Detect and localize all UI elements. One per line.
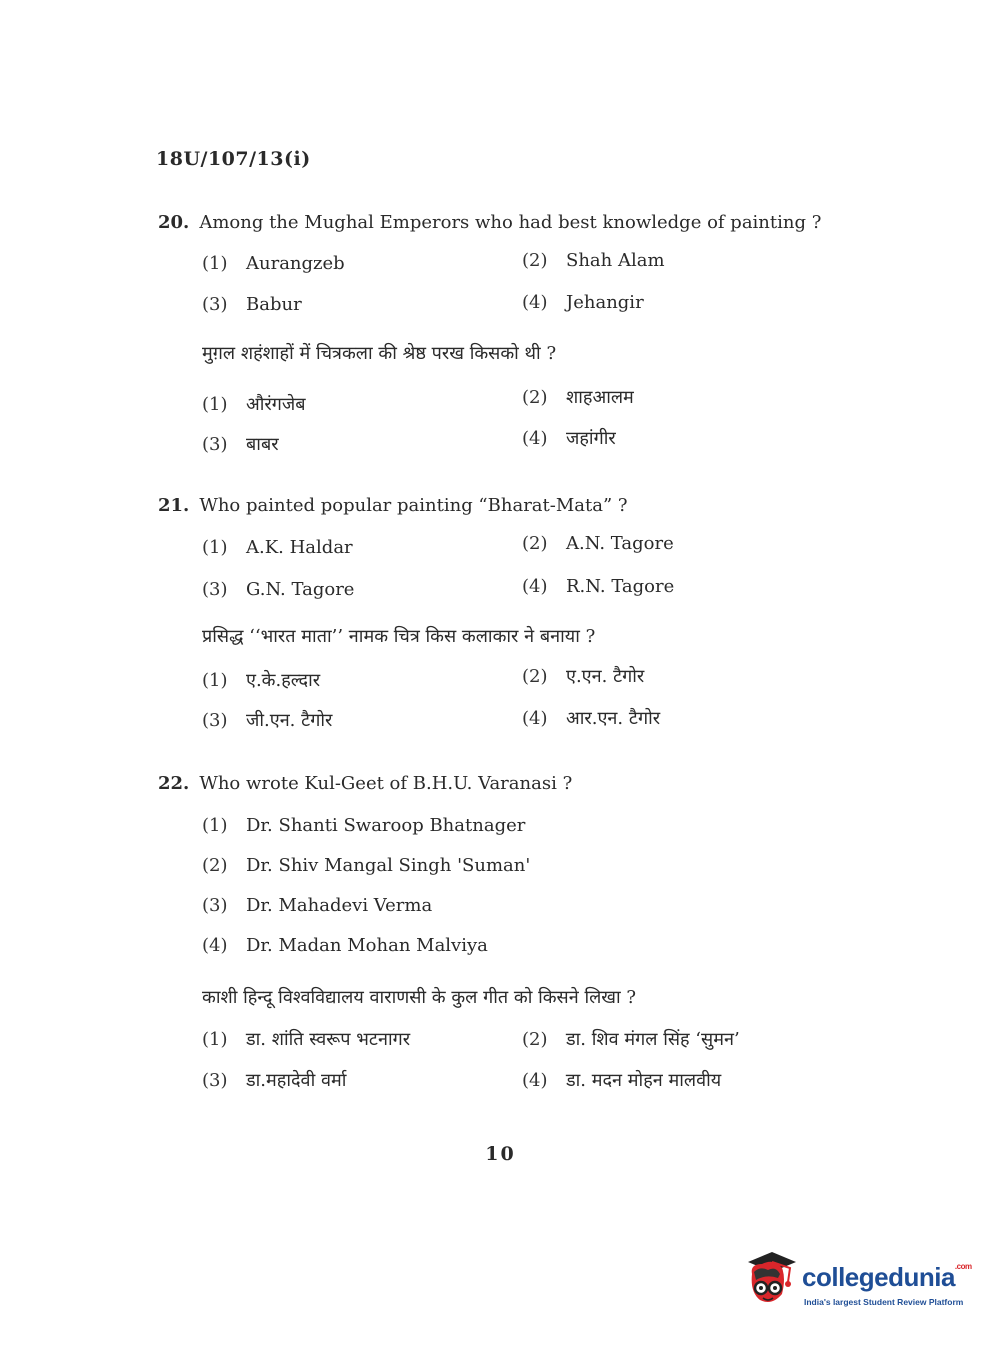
option-1: (1) Dr. Shanti Swaroop Bhatnager [202,815,526,836]
question-22-hi: काशी हिन्दू विश्वविद्यालय वाराणसी के कुल गीत को किसने लिखा ? [202,987,637,1008]
logo-wordmark: collegedunia$^{.com}$ [802,1262,972,1292]
question-21-hi: प्रसिद्ध ‘‘भारत माता’’ नामक चित्र किस कलाकार ने बनाया ? [202,626,596,647]
question-number: 22. [158,773,190,794]
option-4: (4) Dr. Madan Mohan Malviya [202,935,488,956]
option-3-hi: (3) डा.महादेवी वर्मा [202,1070,347,1091]
option-2: (2) Shah Alam [522,250,665,271]
option-3-hi: (3) जी.एन. टैगोर [202,710,333,731]
option-4: (4) R.N. Tagore [522,576,675,597]
option-3: (3) G.N. Tagore [202,579,355,600]
option-2: (2) Dr. Shiv Mangal Singh 'Suman' [202,855,531,876]
option-3-hi: (3) बाबर [202,434,279,455]
question-22-en [158,773,572,794]
question-number: 21. [158,495,190,516]
paper-code: 18U/107/13(i) [156,148,311,170]
question-21-en [158,495,628,516]
question-text: Who painted popular painting “Bharat-Mata” ? [199,495,628,516]
option-1-hi: (1) डा. शांति स्वरूप भटनागर [202,1029,411,1050]
option-1-hi: (1) ए.के.हल्दार [202,670,321,691]
option-2-hi: (2) डा. शिव मंगल सिंह ‘सुमन’ [522,1029,740,1050]
mascot-icon [742,1248,800,1310]
logo-tagline: India's largest Student Review Platform [804,1297,964,1307]
logo-suffix: .com [954,1262,972,1271]
option-4-hi: (4) जहांगीर [522,428,616,449]
question-20-hi: मुग़ल शहंशाहों में चित्रकला की श्रेष्ठ परख किसको थी ? [202,343,557,364]
option-4-hi: (4) आर.एन. टैगोर [522,708,661,729]
page-number: 10 [485,1143,516,1165]
option-1: (1) Aurangzeb [202,253,345,274]
option-1-hi: (1) औरंगजेब [202,394,306,415]
option-4-hi: (4) डा. मदन मोहन मालवीय [522,1070,722,1091]
option-3: (3) Babur [202,294,302,315]
question-text: Who wrote Kul-Geet of B.H.U. Varanasi ? [199,773,573,794]
option-2: (2) A.N. Tagore [522,533,674,554]
collegedunia-logo [742,1248,972,1316]
option-1: (1) A.K. Haldar [202,537,353,558]
question-20-en [158,212,821,233]
option-3: (3) Dr. Mahadevi Verma [202,895,433,916]
question-number: 20. [158,212,190,233]
question-text: Among the Mughal Emperors who had best knowledge of painting ? [199,212,822,233]
option-2-hi: (2) शाहआलम [522,387,634,408]
option-2-hi: (2) ए.एन. टैगोर [522,666,645,687]
option-4: (4) Jehangir [522,292,644,313]
